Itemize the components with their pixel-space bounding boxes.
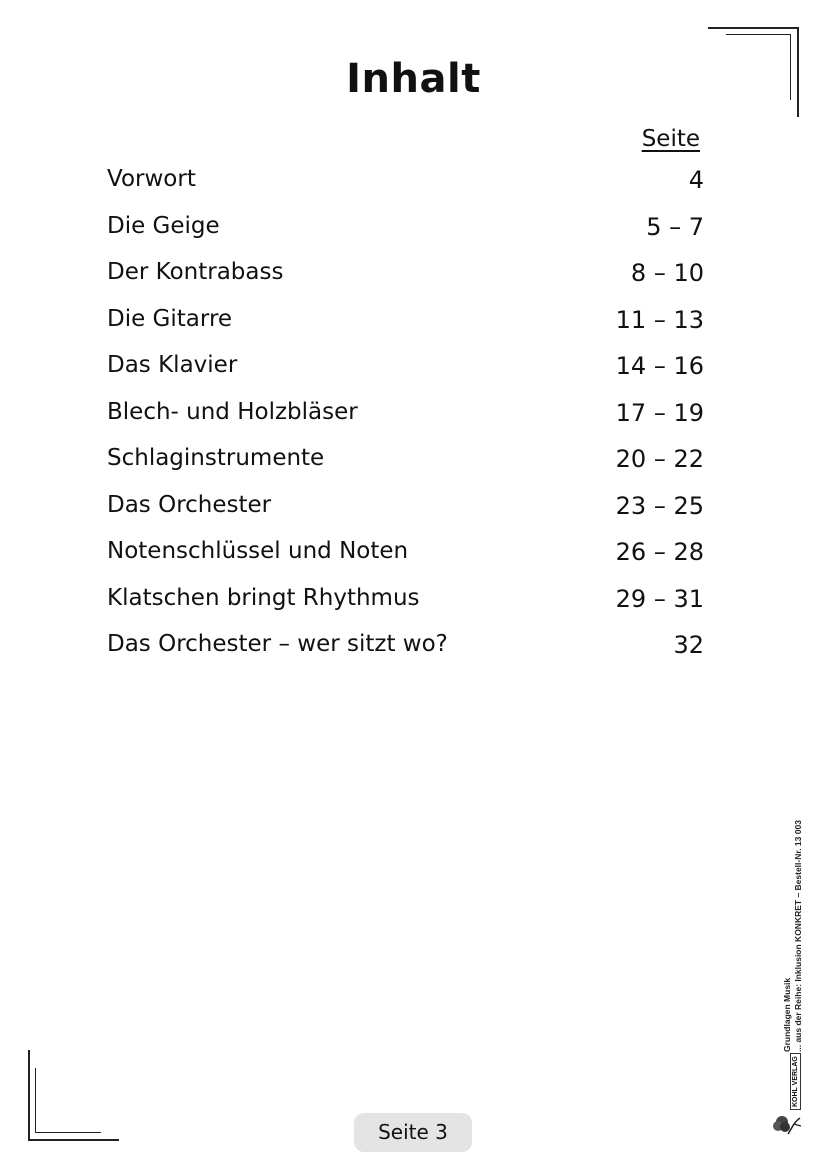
toc-entry-orchester [107, 486, 704, 533]
tree-logo-icon [770, 1108, 804, 1136]
toc-entry-klavier [107, 346, 704, 393]
toc-entry-kontrabass [107, 253, 704, 300]
page-title: Inhalt [346, 56, 481, 102]
toc-entry-pages: 14 – 16 [615, 352, 704, 380]
toc-entry-label: Das Klavier [107, 352, 238, 378]
toc-entry-label: Vorwort [107, 166, 196, 192]
toc-entry-label: Das Orchester [107, 491, 272, 518]
publisher-name: KOHL VERLAG [790, 1053, 801, 1110]
toc-entry-pages: 17 – 19 [615, 398, 704, 427]
toc-entry-pages: 29 – 31 [615, 584, 704, 613]
toc-entry-label: Blech- und Holzbläser [107, 398, 358, 425]
toc-entry-gitarre [107, 300, 704, 347]
toc-entry-pages: 11 – 13 [615, 305, 704, 334]
toc-entry-label: Der Kontrabass [107, 259, 284, 285]
toc-entry-label: Schlaginstrumente [107, 445, 325, 471]
toc-entry-pages: 20 – 22 [615, 445, 704, 473]
toc-entry-pages: 5 – 7 [646, 212, 704, 241]
toc-entry-pages: 26 – 28 [615, 538, 704, 566]
toc-entry-pages: 23 – 25 [615, 491, 704, 520]
toc-entry-vorwort [107, 160, 704, 207]
side-info-series-title: Grundlagen Musik [782, 977, 792, 1052]
side-info-order-details: ... aus der Reihe: Inklusion KONKRET – Bestell-Nr. 13 003 [793, 820, 803, 1052]
toc-entry-blaeser [107, 393, 704, 440]
toc-entry-pages: 4 [688, 166, 704, 194]
toc-entry-label: Die Geige [107, 212, 220, 239]
side-publication-info [782, 762, 804, 1052]
toc-entry-notenschluessel [107, 532, 704, 579]
toc-entry-pages: 32 [673, 631, 704, 659]
toc-entry-schlaginstrumente [107, 439, 704, 486]
page-column-header: Seite [641, 126, 700, 152]
toc-entry-pages: 8 – 10 [630, 259, 704, 287]
toc-entry-label: Klatschen bringt Rhythmus [107, 584, 420, 611]
toc-entry-klatschen [107, 579, 704, 626]
toc-entry-label: Notenschlüssel und Noten [107, 538, 409, 564]
toc-entry-geige [107, 207, 704, 254]
table-of-contents [107, 160, 704, 672]
toc-entry-label: Das Orchester – wer sitzt wo? [107, 631, 448, 657]
toc-entry-label: Die Gitarre [107, 305, 233, 332]
page-number-badge: Seite 3 [354, 1113, 472, 1152]
toc-entry-orchester-sitzplan [107, 625, 704, 672]
